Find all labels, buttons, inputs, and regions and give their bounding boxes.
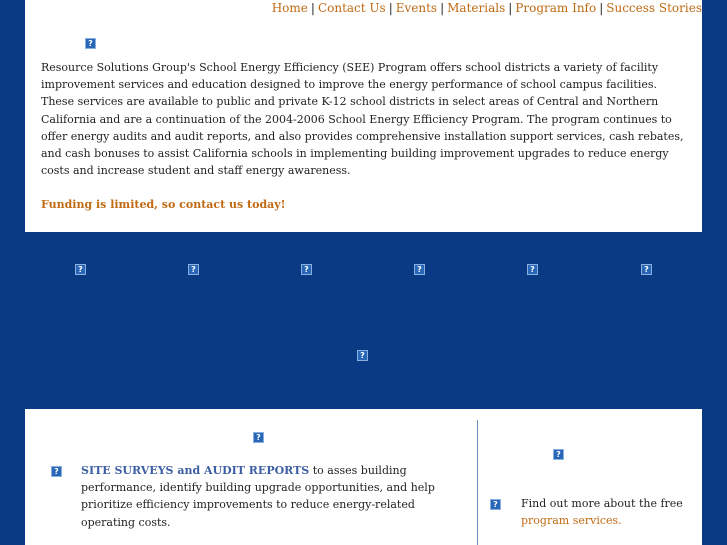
broken-image-icon: ? bbox=[490, 499, 501, 510]
site-surveys-title[interactable]: SITE SURVEYS and AUDIT REPORTS bbox=[81, 464, 310, 477]
nav-separator: | bbox=[508, 1, 513, 15]
nav-separator: | bbox=[599, 1, 604, 15]
column-divider bbox=[477, 420, 478, 545]
broken-image-icon[interactable]: ? bbox=[414, 264, 425, 275]
nav-contact-link[interactable]: Contact Us bbox=[317, 1, 386, 15]
site-surveys-item bbox=[81, 462, 446, 531]
broken-image-icon: ? bbox=[553, 449, 564, 460]
program-services-link[interactable]: program services. bbox=[521, 514, 622, 528]
nav-home-link[interactable]: Home bbox=[271, 1, 308, 15]
broken-image-icon: ? bbox=[85, 38, 96, 49]
nav-separator: | bbox=[440, 1, 445, 15]
intro-paragraph: Resource Solutions Group's School Energy Efficiency (SEE) Program offers school districts a variety of facility improvement services and education designed to improve the energy performance of school campus facilities. These services are available to public and private K-12 school districts in select areas of Central and Northern California and are a continuation of the 2004-2006 School Energy Efficiency Program. The program continues to offer energy audits and audit reports, and also provides comprehensive installation support services, cash rebates, and cash bonuses to assist California schools in implementing building improvement upgrades to reduce energy costs and increase student and staff energy awareness. bbox=[41, 61, 684, 178]
broken-image-icon[interactable]: ? bbox=[641, 264, 652, 275]
find-out-more bbox=[521, 495, 711, 529]
broken-image-icon: ? bbox=[51, 466, 62, 477]
broken-image-icon: ? bbox=[253, 432, 264, 443]
nav-materials-link[interactable]: Materials bbox=[447, 1, 506, 15]
funding-notice: Funding is limited, so contact us today! bbox=[41, 198, 286, 211]
nav-program-info-link[interactable]: Program Info bbox=[515, 1, 597, 15]
nav-separator: | bbox=[310, 1, 315, 15]
broken-image-icon: ? bbox=[357, 350, 368, 361]
broken-image-icon[interactable]: ? bbox=[75, 264, 86, 275]
broken-image-icon[interactable]: ? bbox=[188, 264, 199, 275]
site-surveys-text: to asses building performance, identify building upgrade opportunities, and help prioritize efficiency improvements to reduce energy-related operating costs. bbox=[81, 464, 435, 529]
broken-image-icon[interactable]: ? bbox=[527, 264, 538, 275]
find-out-text: Find out more about the free bbox=[521, 497, 683, 510]
top-navigation bbox=[272, 0, 702, 16]
nav-separator: | bbox=[388, 1, 393, 15]
broken-image-icon[interactable]: ? bbox=[301, 264, 312, 275]
intro-panel bbox=[25, 0, 702, 232]
nav-events-link[interactable]: Events bbox=[395, 1, 438, 15]
nav-success-stories-link[interactable]: Success Stories bbox=[606, 1, 702, 15]
